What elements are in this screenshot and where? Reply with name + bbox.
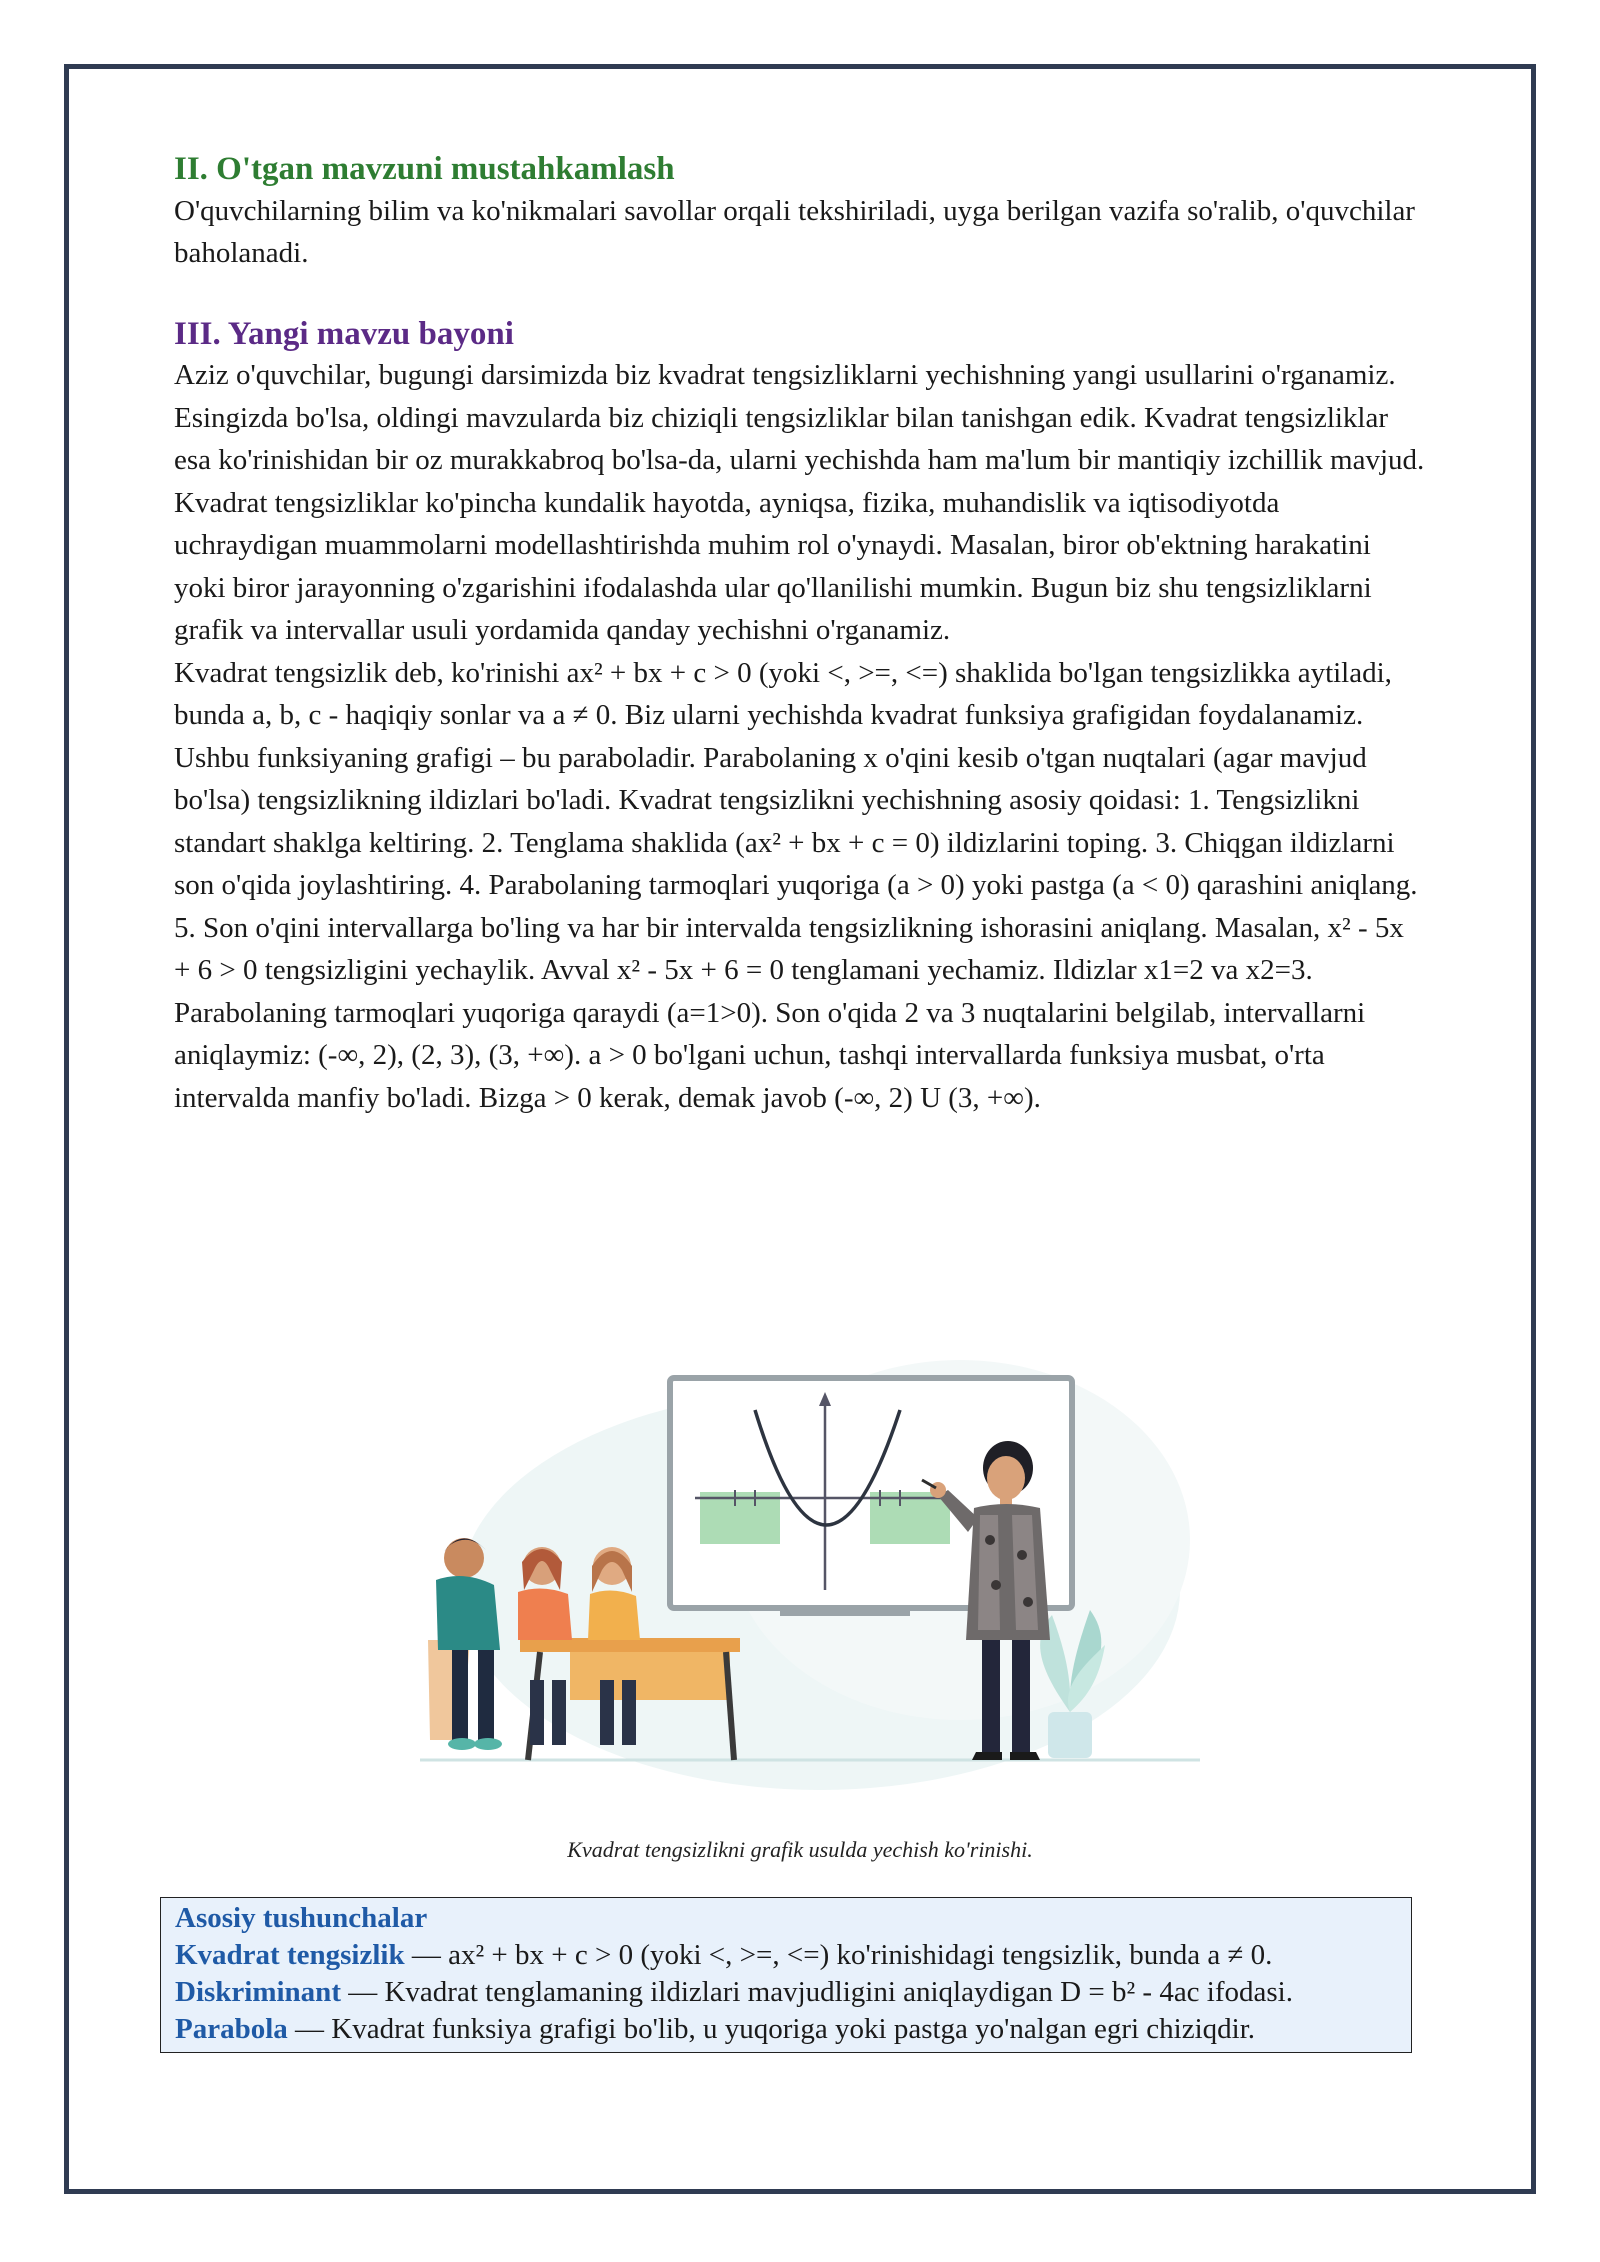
concept-definition: — Kvadrat tenglamaning ildizlari mavjudligini aniqlaydigan D = b² - 4ac ifodasi.	[340, 1976, 1293, 2008]
concept-item	[175, 1937, 1397, 1974]
solution-region-left	[700, 1492, 780, 1544]
key-concepts-box	[160, 1897, 1412, 2053]
figure-caption: Kvadrat tengsizlikni grafik usulda yechish ko'rinishi.	[567, 1837, 1033, 1862]
section-3-paragraph-1: Aziz o'quvchilar, bugungi darsimizda biz kvadrat tengsizliklarni yechishning yangi usullarini o'rganamiz. Esingizda bo'lsa, oldingi mavzularda biz chiziqli tengsizliklar bilan tanishgan edik. Kvadrat tengsizliklar esa ko'rinishidan bir oz murakkabroq bo'lsa-da, ularni yechishda ham ma'lum bir mantiqiy izchillik mavjud. Kvadrat tengsizliklar ko'pincha kundalik hayotda, ayniqsa, fizika, muhandislik va iqtisodiyotda uchraydigan muammolarni modellashtirishda muhim rol o'ynaydi. Masalan, biror ob'ektning harakatini yoki biror jarayonning o'zgarishini ifodalashda ular qo'llanilishi mumkin. Bugun biz shu tengsizliklarni grafik va intervallar usuli yordamida qanday yechishni o'rganamiz.	[174, 359, 1425, 647]
concept-definition: — ax² + bx + c > 0 (yoki <, >=, <=) ko'rinishidagi tengsizlik, bunda a ≠ 0.	[404, 1939, 1273, 1971]
concept-item	[175, 2011, 1397, 2048]
section-2-heading: II. O'tgan mavzuni mustahkamlash	[174, 151, 675, 187]
concept-term: Parabola	[175, 2013, 288, 2045]
concept-term: Diskriminant	[175, 1976, 341, 2008]
concept-item	[175, 1974, 1397, 2011]
solution-region-right	[870, 1492, 950, 1544]
key-concepts-title: Asosiy tushunchalar	[175, 1902, 428, 1934]
document-body	[174, 150, 1426, 1119]
section-3-heading: III. Yangi mavzu bayoni	[174, 315, 514, 352]
section-2-paragraph: O'quvchilarning bilim va ko'nikmalari savollar orqali tekshiriladi, uyga berilgan vazifa so'ralib, o'quvchilar baholanadi.	[174, 194, 1415, 270]
section-3-paragraph-2: Kvadrat tengsizlik deb, ko'rinishi ax² + bx + c > 0 (yoki <, >=, <=) shaklida bo'lgan tengsizlikka aytiladi, bunda a, b, c - haqiqiy sonlar va a ≠ 0. Biz ularni yechishda kvadrat funksiya grafigidan foydalanamiz. Ushbu funksiyaning grafigi – bu paraboladir. Parabolaning x o'qini kesib o'tgan nuqtalari (agar mavjud bo'lsa) tengsizlikning ildizlari bo'ladi. Kvadrat tengsizlikni yechishning asosiy qoidasi: 1. Tengsizlikni standart shaklga keltiring. 2. Tenglama shaklida (ax² + bx + c = 0) ildizlarini toping. 3. Chiqgan ildizlarni son o'qida joylashtiring. 4. Parabolaning tarmoqlari yuqoriga (a > 0) yoki pastga (a < 0) qarashini aniqlang. 5. Son o'qini intervallarga bo'ling va har bir intervalda tengsizlikning ishorasini aniqlang. Masalan, x² - 5x + 6 > 0 tengsizligini yechaylik. Avval x² - 5x + 6 = 0 tenglamani yechamiz. Ildizlar x1=2 va x2=3. Parabolaning tarmoqlari yuqoriga qaraydi (a=1>0). Son o'qida 2 va 3 nuqtalarini belgilab, intervallarni aniqlaymiz: (-∞, 2), (2, 3), (3, +∞). a > 0 bo'lgani uchun, tashqi intervallarda funksiya musbat, o'rta intervalda manfiy bo'ladi. Bizga > 0 kerak, demak javob (-∞, 2) U (3, +∞).	[174, 656, 1418, 1114]
concept-term: Kvadrat tengsizlik	[175, 1939, 405, 1971]
concept-definition: — Kvadrat funksiya grafigi bo'lib, u yuqoriga yoki pastga yo'nalgan egri chiziqdir.	[287, 2013, 1256, 2045]
classroom-illustration	[400, 1340, 1220, 1790]
